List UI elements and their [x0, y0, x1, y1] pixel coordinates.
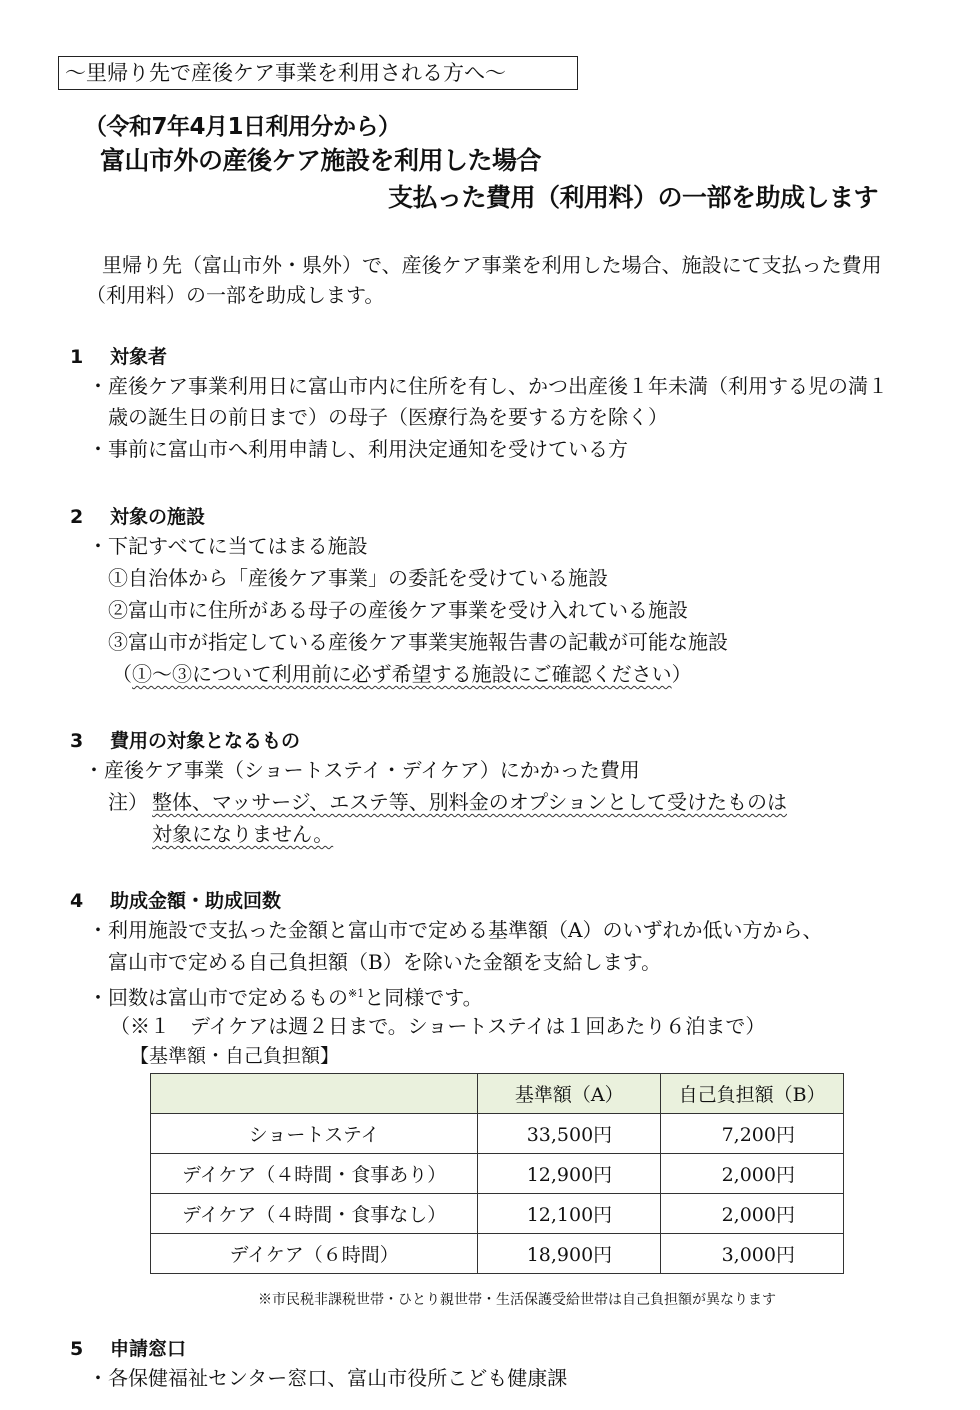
row-self-amount: 3,000円 — [661, 1234, 844, 1274]
section-number: 1 — [70, 346, 84, 368]
section-5-heading — [70, 1334, 186, 1361]
section-1-heading — [70, 342, 167, 369]
section-3-note-label: 注） — [108, 790, 148, 814]
section-4-item-2 — [88, 979, 483, 1013]
row-base-amount: 33,500円 — [478, 1114, 661, 1154]
headline-sub: 支払った費用（利用料）の一部を助成します — [388, 183, 879, 212]
row-self-amount: 2,000円 — [661, 1154, 844, 1194]
section-1-item-1-cont: 歳の誕生日の前日まで）の母子（医療行為を要する方を除く） — [108, 405, 668, 429]
section-number: 3 — [70, 730, 84, 752]
section-title: 対象者 — [110, 346, 168, 368]
section-1-item-2: ・事前に富山市へ利用申請し、利用決定通知を受けている方 — [88, 437, 628, 461]
intro-line-1: 里帰り先（富山市外・県外）で、産後ケア事業を利用した場合、施設にて支払った費用 — [102, 253, 882, 277]
table-row — [151, 1154, 844, 1194]
table-header-row — [151, 1074, 844, 1114]
table-row — [151, 1114, 844, 1154]
section-number: 4 — [70, 890, 84, 912]
row-self-amount: 7,200円 — [661, 1114, 844, 1154]
section-3-note-line-1: 整体、マッサージ、エステ等、別料金のオプションとして受けたものは — [152, 790, 787, 814]
section-title: 費用の対象となるもの — [110, 730, 301, 752]
section-3-heading — [70, 726, 300, 753]
row-label: デイケア（４時間・食事あり） — [151, 1154, 478, 1194]
section-title: 申請窓口 — [110, 1338, 187, 1360]
footnote-ref: ※1 — [348, 987, 365, 1000]
fee-table — [150, 1073, 844, 1274]
note-underlined: ①～③について利用前に必ず希望する施設にご確認ください — [132, 662, 672, 686]
note-open: （ — [112, 662, 132, 686]
section-4-heading — [70, 886, 281, 913]
section-3-item: ・産後ケア事業（ショートステイ・デイケア）にかかった費用 — [84, 758, 640, 782]
table-caption: 【基準額・自己負担額】 — [130, 1045, 340, 1067]
table-note: ※市民税非課税世帯・ひとり親世帯・生活保護受給世帯は自己負担額が異なります — [258, 1292, 776, 1308]
table-header-base: 基準額（A） — [478, 1074, 661, 1114]
row-label: ショートステイ — [151, 1114, 478, 1154]
row-base-amount: 12,100円 — [478, 1194, 661, 1234]
table-row — [151, 1194, 844, 1234]
item-2-text-end: と同様です。 — [364, 985, 483, 1010]
section-2-note — [112, 659, 692, 689]
row-self-amount: 2,000円 — [661, 1194, 844, 1234]
section-title: 助成金額・助成回数 — [110, 890, 282, 912]
section-2-lead: ・下記すべてに当てはまる施設 — [88, 534, 368, 558]
section-number: 2 — [70, 506, 84, 528]
section-3-note-line-2: 対象になりません。 — [152, 822, 334, 846]
row-label: デイケア（４時間・食事なし） — [151, 1194, 478, 1234]
headline-main: 富山市外の産後ケア施設を利用した場合 — [100, 146, 542, 175]
row-label: デイケア（６時間） — [151, 1234, 478, 1274]
section-1-item-1: ・産後ケア事業利用日に富山市内に住所を有し、かつ出産後１年未満（利用する児の満１ — [88, 374, 888, 398]
section-number: 5 — [70, 1338, 84, 1360]
section-title: 対象の施設 — [110, 506, 206, 528]
section-4-item-1: ・利用施設で支払った金額と富山市で定める基準額（A）のいずれか低い方から、 — [88, 918, 823, 942]
intro-line-2: （利用料）の一部を助成します。 — [86, 283, 385, 307]
title-box: ～里帰り先で産後ケア事業を利用される方へ～ — [58, 56, 578, 90]
item-2-text: ・回数は富山市で定めるもの — [88, 985, 348, 1010]
section-2-heading — [70, 502, 205, 529]
table-header-blank — [151, 1074, 478, 1114]
headline-date: （令和7年4月1日利用分から） — [84, 114, 401, 140]
section-2-condition-3: ③富山市が指定している産後ケア事業実施報告書の記載が可能な施設 — [108, 630, 728, 654]
section-2-condition-1: ①自治体から「産後ケア事業」の委託を受けている施設 — [108, 566, 608, 590]
section-4-footnote: （※１ デイケアは週２日まで。ショートステイは１回あたり６泊まで） — [110, 1014, 766, 1038]
section-4-item-1-cont: 富山市で定める自己負担額（B）を除いた金額を支給します。 — [108, 950, 662, 974]
row-base-amount: 18,900円 — [478, 1234, 661, 1274]
section-2-condition-2: ②富山市に住所がある母子の産後ケア事業を受け入れている施設 — [108, 598, 688, 622]
table-header-self: 自己負担額（B） — [661, 1074, 844, 1114]
table-row — [151, 1234, 844, 1274]
section-5-item: ・各保健福祉センター窓口、富山市役所こども健康課 — [88, 1366, 568, 1390]
note-close: ） — [671, 662, 692, 686]
row-base-amount: 12,900円 — [478, 1154, 661, 1194]
